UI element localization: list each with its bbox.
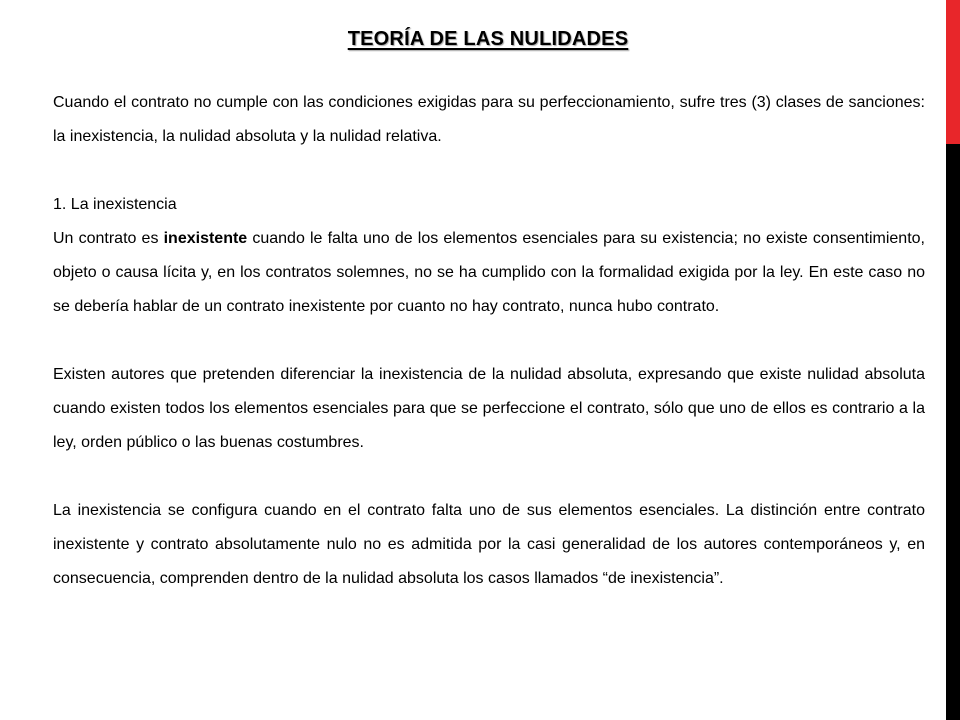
paragraph-autores: Existen autores que pretenden diferenciar la inexistencia de la nulidad absoluta, expresando que existe nulidad absoluta cuando existen todos los elementos esenciales para que se perfeccione el contrato, sólo que uno de ellos es contrario a la ley, orden público o las buenas costumbres. xyxy=(53,366,925,451)
slide-title: TEORÍA DE LAS NULIDADES xyxy=(347,28,629,50)
section-heading: 1. La inexistencia xyxy=(53,196,177,213)
accent-bar-black xyxy=(946,144,960,720)
accent-bar-red xyxy=(946,0,960,144)
spacer xyxy=(53,154,925,188)
slide-body xyxy=(53,86,925,596)
intro-paragraph: Cuando el contrato no cumple con las condiciones exigidas para su perfeccionamiento, sufre tres (3) clases de sanciones: la inexistencia, la nulidad absoluta y la nulidad relativa. xyxy=(53,94,925,145)
paragraph-distincion: La inexistencia se configura cuando en el contrato falta uno de sus elementos esenciales. La distinción entre contrato inexistente y contrato absolutamente nulo no es admitida por la casi generalidad de los autores contemporáneos y, en consecuencia, comprenden dentro de la nulidad absoluta los casos llamados “de inexistencia”. xyxy=(53,502,925,587)
paragraph-text: cuando le falta uno de los elementos esenciales para su existencia; no existe consentimiento, objeto o causa lícita y, en los contratos solemnes, no se ha cumplido con la formalidad exigida por la ley. En este caso no se debería hablar de un contrato inexistente por cuanto no hay contrato, nunca hubo contrato. xyxy=(53,230,925,315)
paragraph-text: Un contrato es xyxy=(53,230,164,247)
spacer xyxy=(53,460,925,494)
spacer xyxy=(53,324,925,358)
paragraph-inexistente xyxy=(53,222,925,324)
bold-term-inexistente: inexistente xyxy=(163,230,248,247)
